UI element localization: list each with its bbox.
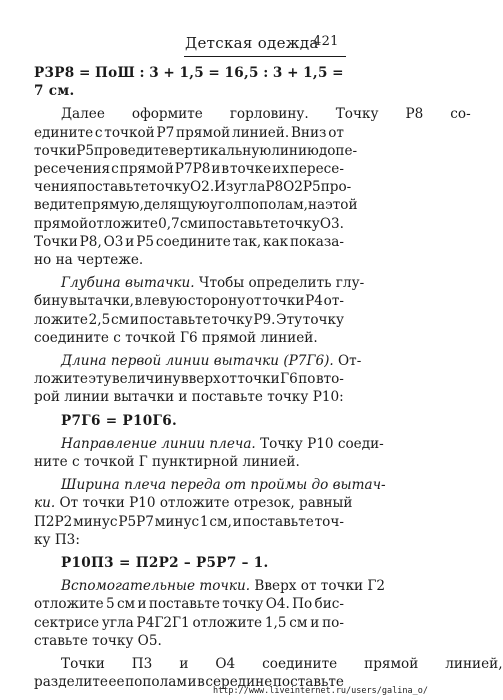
text-line: Далее оформите горловину. Точку Р8 со-: [61, 106, 471, 123]
paragraph-lead: Длина первой линии вытачки (Р7Г6).: [61, 353, 334, 370]
paragraph-lead: Направление линии плеча.: [61, 435, 256, 452]
body-text: [34, 64, 503, 697]
text-line: ложите 2,5 см и поставьте точку Р9. Эту точку: [34, 311, 344, 328]
text-line: Р7Г6 = Р10Г6.: [61, 412, 177, 429]
header-rule: [184, 56, 346, 57]
paragraph-auxiliary-points: [34, 577, 386, 650]
paragraph-lead: Вспомогательные точки.: [61, 578, 251, 595]
text-line: соедините с точкой Г6 прямой линией.: [34, 329, 318, 346]
text-line: Точки Р8, О3 и Р5 соедините так, как показа-: [34, 233, 344, 250]
text-line: ки. От точки Р10 отложите отрезок, равный: [34, 495, 353, 512]
chapter-title: Детская одежда: [185, 34, 319, 52]
paragraph-dart-length: [34, 352, 362, 407]
text-line: ресечения с прямой Р7Р8 и в точке их пересе-: [34, 161, 344, 178]
formula-r7g6: [34, 412, 344, 430]
text-line: Глубина вытачки. Чтобы определить глу-: [61, 275, 365, 292]
formula-r3r8: [34, 64, 344, 100]
text-line: Вспомогательные точки. Вверх от точки Г2: [61, 578, 386, 595]
text-line: отложите 5 см и поставьте точку О4. По бис-: [34, 596, 344, 613]
paragraph-lead: Глубина вытачки.: [61, 275, 195, 292]
paragraph-shoulder-direction: [34, 435, 384, 471]
paragraph-lead: Ширина плеча переда от проймы до вытач-: [61, 477, 386, 494]
text-line: Р3Р8 = ПоШ : 3 + 1,5 = 16,5 : 3 + 1,5 =: [34, 65, 344, 81]
text-line: прямой отложите 0,7 см и поставьте точку О3.: [34, 215, 344, 232]
text-line: ставьте точку О5.: [34, 632, 162, 649]
text-line: ведите прямую, делящую угол пополам, на этой: [34, 197, 358, 214]
text-line: П2Р2 минус Р5Р7 минус 1 см, и поставьте точ-: [34, 513, 344, 530]
text-line: Точки П3 и О4 соедините прямой линией,: [61, 656, 503, 673]
text-line: чения поставьте точку О2. Из угла Р8О2Р5 про-: [34, 179, 352, 196]
text-line: Направление линии плеча. Точку Р10 соеди-: [61, 435, 384, 452]
paragraph-shoulder-width: [34, 476, 386, 549]
running-header: [185, 34, 345, 54]
text-line: ку П3:: [34, 531, 80, 548]
text-line: ните с точкой Г пунктирной линией.: [34, 454, 300, 471]
text-line: рой линии вытачки и поставьте точку Р10:: [34, 389, 344, 406]
text-line: сектрисе угла Р4Г2Г1 отложите 1,5 см и по-: [34, 614, 344, 631]
paragraph-neckline: [34, 105, 471, 269]
text-line: едините с точкой Р7 прямой линией. Вниз от: [34, 124, 344, 141]
source-watermark: http://www.liveinternet.ru/users/galina_o/: [213, 686, 428, 696]
page-number: 421: [313, 34, 339, 49]
text-line: ложите эту величину вверх от точки Г6 по вто-: [34, 371, 344, 388]
text-line: разделите ее пополам и в середине поставьте: [34, 674, 344, 691]
formula-r10p3: [34, 554, 344, 572]
text-line: но на чертеже.: [34, 252, 144, 269]
text-line: Р10П3 = П2Р2 – Р5Р7 – 1.: [61, 555, 269, 572]
text-line: Длина первой линии вытачки (Р7Г6). От-: [61, 353, 362, 370]
paragraph-dart-depth: [34, 274, 365, 347]
text-line: точки Р5 проведите вертикальную линию до пе-: [34, 142, 358, 159]
text-line: 7 см.: [34, 83, 75, 100]
text-line: бину вытачки, в левую сторону от точки Р4 от-: [34, 293, 344, 310]
